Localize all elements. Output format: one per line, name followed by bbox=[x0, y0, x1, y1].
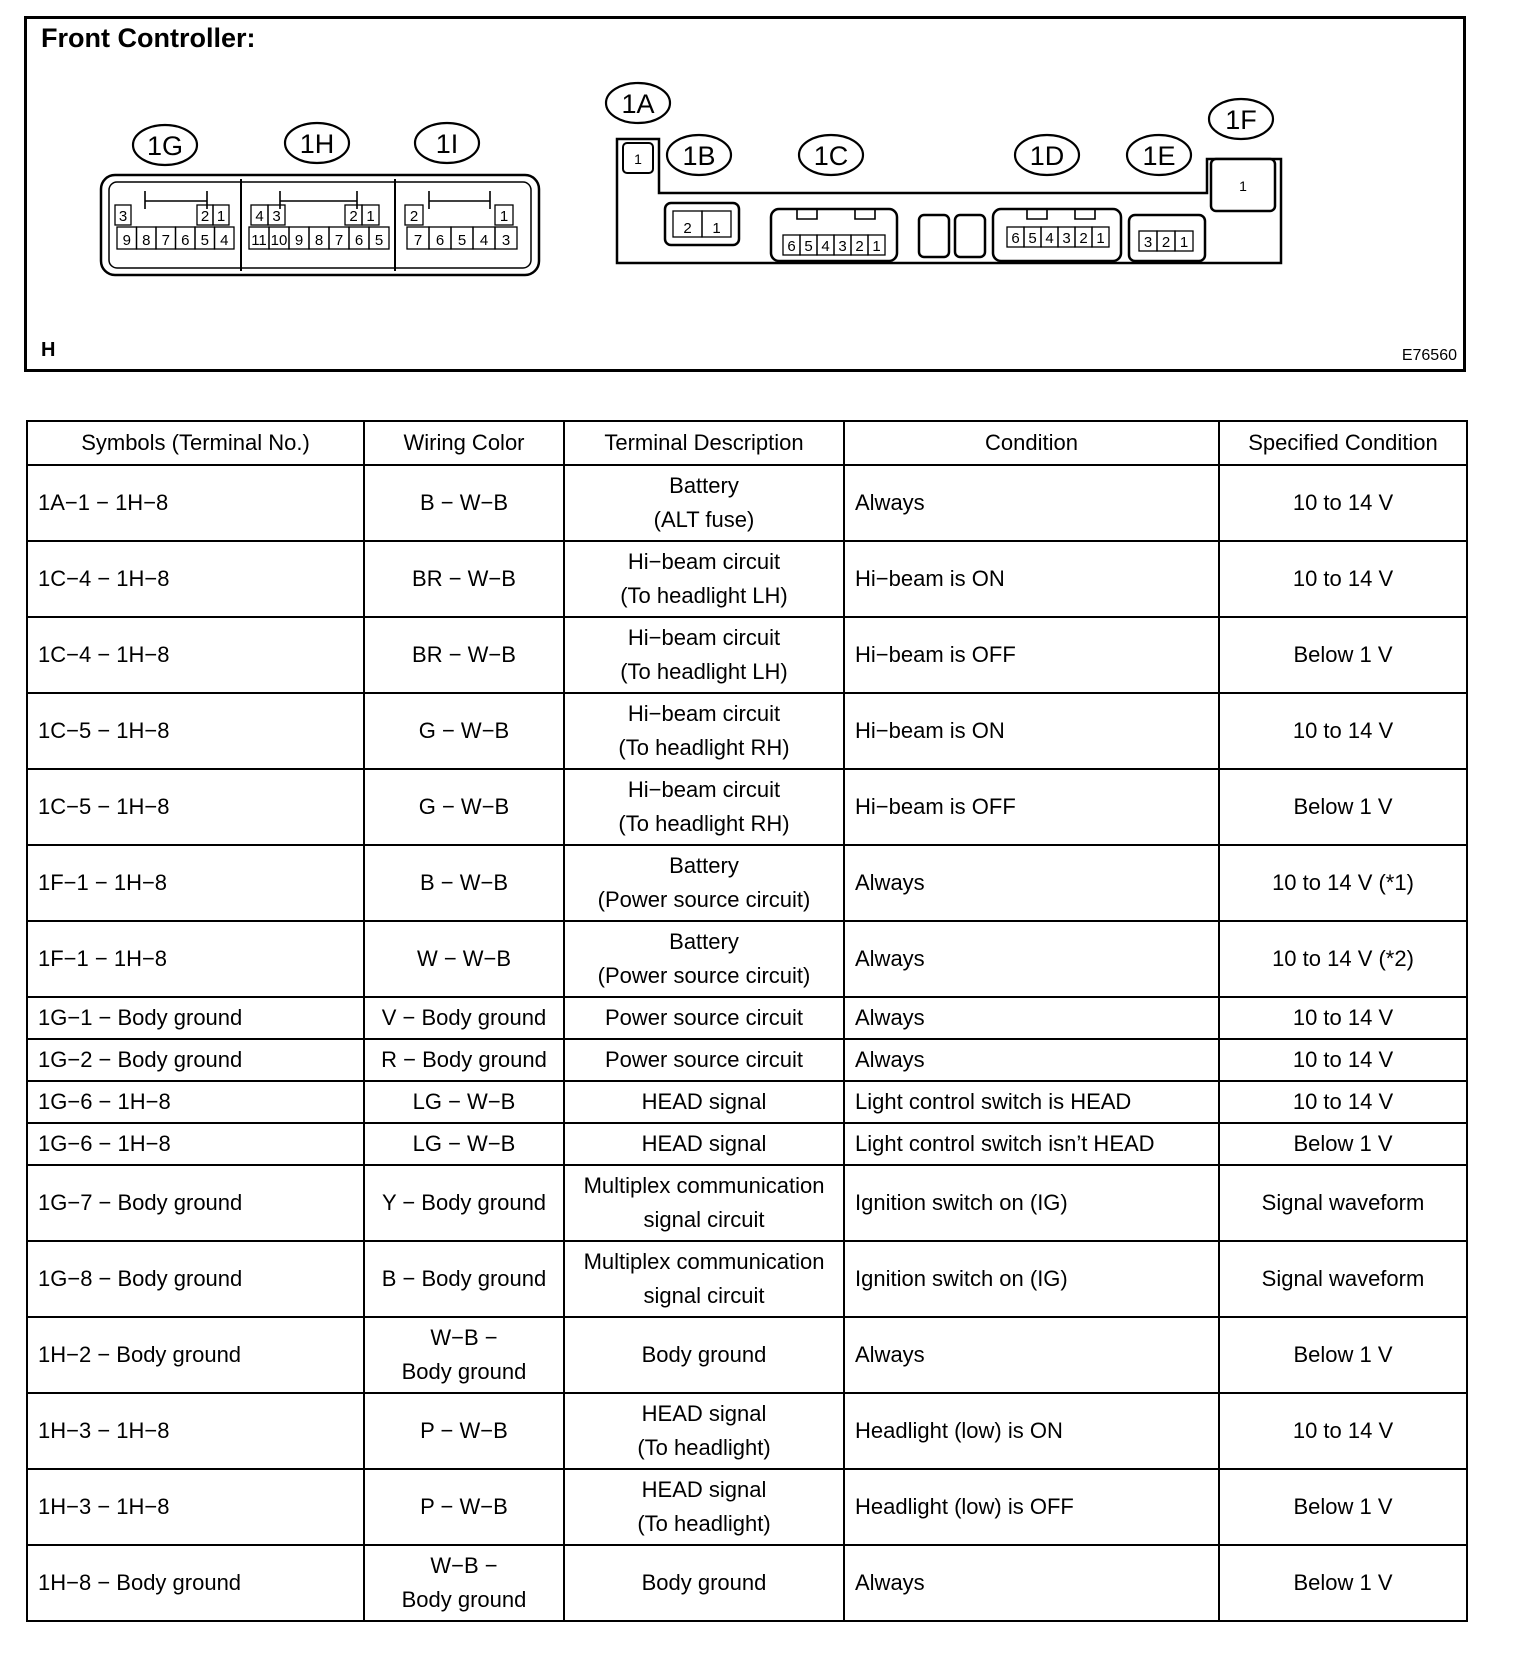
table-header-row bbox=[27, 421, 1467, 465]
pin-number: 10 bbox=[270, 232, 288, 249]
description-text: Hi−beam circuit bbox=[627, 777, 781, 802]
pin-number: 7 bbox=[334, 232, 344, 249]
description-text: (To headlight) bbox=[637, 1435, 771, 1460]
cell-condition bbox=[844, 1123, 1219, 1165]
cell-condition bbox=[844, 1241, 1219, 1317]
cell-wiring-color bbox=[364, 845, 564, 921]
description-text: (Power source circuit) bbox=[597, 963, 811, 988]
cell-symbols bbox=[27, 1165, 364, 1241]
pin-number: 3 bbox=[1143, 234, 1153, 251]
diagram-title: Front Controller: bbox=[41, 23, 256, 53]
cell-symbols bbox=[27, 921, 364, 997]
cell-specified-condition bbox=[1219, 1241, 1467, 1317]
cell-terminal-description bbox=[564, 1545, 844, 1621]
pin-number: 5 bbox=[200, 232, 209, 249]
description-text: Battery bbox=[669, 929, 739, 954]
wiring-color-text: B − W−B bbox=[419, 490, 509, 515]
cell-symbols bbox=[27, 769, 364, 845]
cell-symbols bbox=[27, 541, 364, 617]
wiring-color-text: LG − W−B bbox=[412, 1089, 516, 1114]
table-row bbox=[27, 541, 1467, 617]
terminal-spec-table bbox=[26, 420, 1468, 1622]
table-row bbox=[27, 465, 1467, 541]
symbols-text: 1C−4 − 1H−8 bbox=[38, 566, 170, 591]
symbols-text: 1H−2 − Body ground bbox=[38, 1342, 242, 1367]
table-row bbox=[27, 617, 1467, 693]
connector-label: 1A bbox=[621, 89, 655, 119]
cell-symbols bbox=[27, 465, 364, 541]
wiring-color-text: V − Body ground bbox=[381, 1005, 547, 1030]
cell-terminal-description bbox=[564, 465, 844, 541]
description-text: Multiplex communication bbox=[583, 1173, 825, 1198]
pin-number: 1 bbox=[1096, 230, 1105, 247]
connector-label: 1B bbox=[682, 141, 716, 171]
specified-condition-text: Below 1 V bbox=[1293, 642, 1393, 667]
condition-text: Ignition switch on (IG) bbox=[855, 1266, 1068, 1291]
symbols-text: 1A−1 − 1H−8 bbox=[38, 490, 169, 515]
pin-number: 9 bbox=[294, 232, 304, 249]
symbols-text: 1G−6 − 1H−8 bbox=[38, 1131, 171, 1156]
connector-label: 1D bbox=[1029, 141, 1065, 171]
cell-specified-condition bbox=[1219, 1469, 1467, 1545]
cell-wiring-color bbox=[364, 997, 564, 1039]
cell-condition bbox=[844, 1317, 1219, 1393]
specified-condition-text: Below 1 V bbox=[1293, 1494, 1393, 1519]
pin-number: 2 bbox=[683, 220, 692, 237]
pin-number: 6 bbox=[1011, 230, 1020, 247]
symbols-text: 1H−8 − Body ground bbox=[38, 1570, 242, 1595]
description-text: Battery bbox=[669, 853, 739, 878]
table-row bbox=[27, 1165, 1467, 1241]
description-text: (To headlight LH) bbox=[620, 583, 788, 608]
pin-number: 2 bbox=[1161, 234, 1171, 251]
condition-text: Hi−beam is ON bbox=[855, 566, 1005, 591]
connector-drawing bbox=[27, 19, 1463, 369]
pin-number: 8 bbox=[314, 232, 324, 249]
cell-specified-condition bbox=[1219, 997, 1467, 1039]
cell-symbols bbox=[27, 845, 364, 921]
symbols-text: 1F−1 − 1H−8 bbox=[38, 946, 168, 971]
cell-condition bbox=[844, 1545, 1219, 1621]
table-body bbox=[27, 465, 1467, 1621]
wiring-color-text: R − Body ground bbox=[381, 1047, 547, 1072]
header-wiring-color: Wiring Color bbox=[364, 421, 564, 465]
description-text: HEAD signal bbox=[641, 1089, 767, 1114]
specified-condition-text: 10 to 14 V (*1) bbox=[1272, 870, 1414, 895]
table-row bbox=[27, 845, 1467, 921]
pin-number: 11 bbox=[251, 232, 267, 249]
cell-terminal-description bbox=[564, 997, 844, 1039]
wiring-color-text: B − W−B bbox=[419, 870, 509, 895]
cell-wiring-color bbox=[364, 1317, 564, 1393]
description-text: Body ground bbox=[641, 1570, 767, 1595]
connector-latch bbox=[429, 191, 490, 209]
cell-terminal-description bbox=[564, 617, 844, 693]
table-row bbox=[27, 1081, 1467, 1123]
symbols-text: 1C−4 − 1H−8 bbox=[38, 642, 170, 667]
description-text: (Power source circuit) bbox=[597, 887, 811, 912]
pin-number: 1 bbox=[366, 208, 375, 225]
symbols-text: 1C−5 − 1H−8 bbox=[38, 794, 170, 819]
symbols-text: 1G−1 − Body ground bbox=[38, 1005, 243, 1030]
description-text: (To headlight RH) bbox=[618, 811, 790, 836]
pin-number: 3 bbox=[838, 238, 847, 255]
cell-specified-condition bbox=[1219, 1545, 1467, 1621]
cell-symbols bbox=[27, 1123, 364, 1165]
specified-condition-text: 10 to 14 V bbox=[1292, 1418, 1394, 1443]
condition-text: Always bbox=[855, 490, 925, 515]
description-text: (To headlight LH) bbox=[620, 659, 788, 684]
table-row bbox=[27, 1469, 1467, 1545]
pin-number: 9 bbox=[122, 232, 131, 249]
pin-number: 2 bbox=[409, 208, 419, 225]
condition-text: Hi−beam is OFF bbox=[855, 794, 1016, 819]
pin-number: 7 bbox=[161, 232, 170, 249]
header-specified-condition: Specified Condition bbox=[1219, 421, 1467, 465]
cell-condition bbox=[844, 997, 1219, 1039]
symbols-text: 1G−6 − 1H−8 bbox=[38, 1089, 171, 1114]
cell-wiring-color bbox=[364, 921, 564, 997]
connector-label: 1C bbox=[813, 141, 849, 171]
cell-terminal-description bbox=[564, 1165, 844, 1241]
cell-condition bbox=[844, 1081, 1219, 1123]
pin-number: 6 bbox=[181, 232, 190, 249]
specified-condition-text: 10 to 14 V bbox=[1292, 566, 1394, 591]
pin-number: 1 bbox=[499, 208, 509, 225]
symbols-text: 1H−3 − 1H−8 bbox=[38, 1418, 170, 1443]
cell-terminal-description bbox=[564, 1039, 844, 1081]
description-text: Hi−beam circuit bbox=[627, 701, 781, 726]
specified-condition-text: Below 1 V bbox=[1293, 794, 1393, 819]
cell-specified-condition bbox=[1219, 1039, 1467, 1081]
pin-number: 2 bbox=[1079, 230, 1088, 247]
cell-terminal-description bbox=[564, 1081, 844, 1123]
connector-label: 1E bbox=[1142, 141, 1176, 171]
condition-text: Always bbox=[855, 870, 925, 895]
cell-terminal-description bbox=[564, 845, 844, 921]
cell-condition bbox=[844, 617, 1219, 693]
description-text: Multiplex communication bbox=[583, 1249, 825, 1274]
cell-specified-condition bbox=[1219, 921, 1467, 997]
cell-condition bbox=[844, 1165, 1219, 1241]
cell-specified-condition bbox=[1219, 465, 1467, 541]
cell-terminal-description bbox=[564, 921, 844, 997]
description-text: (To headlight RH) bbox=[618, 735, 790, 760]
condition-text: Always bbox=[855, 1570, 925, 1595]
cell-specified-condition bbox=[1219, 1123, 1467, 1165]
wiring-color-text: G − W−B bbox=[418, 794, 510, 819]
pin-number: 4 bbox=[220, 232, 229, 249]
cell-condition bbox=[844, 1393, 1219, 1469]
wiring-color-text: W−B − bbox=[430, 1325, 498, 1350]
connector-diagram bbox=[24, 16, 1466, 372]
wiring-color-text: G − W−B bbox=[418, 718, 510, 743]
symbols-text: 1G−2 − Body ground bbox=[38, 1047, 243, 1072]
wiring-color-text: BR − W−B bbox=[412, 642, 516, 667]
wiring-color-text: W−B − bbox=[430, 1553, 498, 1578]
cell-terminal-description bbox=[564, 541, 844, 617]
cell-terminal-description bbox=[564, 1241, 844, 1317]
pin-number: 5 bbox=[374, 232, 384, 249]
description-text: Battery bbox=[669, 473, 739, 498]
wiring-color-text: W − W−B bbox=[416, 946, 512, 971]
table-row bbox=[27, 1393, 1467, 1469]
cell-terminal-description bbox=[564, 1469, 844, 1545]
condition-text: Always bbox=[855, 1047, 925, 1072]
specified-condition-text: Below 1 V bbox=[1293, 1342, 1393, 1367]
pin-number: 5 bbox=[804, 238, 813, 255]
pin-number: 1 bbox=[712, 220, 721, 237]
diagram-code-left: H bbox=[41, 339, 56, 361]
pin-number: 4 bbox=[821, 238, 830, 255]
cell-wiring-color bbox=[364, 1241, 564, 1317]
specified-condition-text: 10 to 14 V bbox=[1292, 718, 1394, 743]
cell-symbols bbox=[27, 1241, 364, 1317]
cell-condition bbox=[844, 693, 1219, 769]
description-text: HEAD signal bbox=[641, 1401, 767, 1426]
connector-label: 1G bbox=[146, 131, 184, 161]
pin-number: 2 bbox=[349, 208, 358, 225]
cell-wiring-color bbox=[364, 1081, 564, 1123]
cell-wiring-color bbox=[364, 465, 564, 541]
header-condition: Condition bbox=[844, 421, 1219, 465]
table-row bbox=[27, 1123, 1467, 1165]
specified-condition-text: Below 1 V bbox=[1293, 1570, 1393, 1595]
pin-number: 4 bbox=[1045, 230, 1054, 247]
pin-number: 6 bbox=[354, 232, 364, 249]
cell-symbols bbox=[27, 693, 364, 769]
cell-specified-condition bbox=[1219, 845, 1467, 921]
specified-condition-text: 10 to 14 V bbox=[1292, 1047, 1394, 1072]
cell-condition bbox=[844, 1039, 1219, 1081]
connector-label: 1H bbox=[299, 129, 335, 159]
cell-wiring-color bbox=[364, 1165, 564, 1241]
connector-blank bbox=[955, 215, 985, 257]
cell-specified-condition bbox=[1219, 1393, 1467, 1469]
table-row bbox=[27, 1545, 1467, 1621]
pin-number: 2 bbox=[855, 238, 864, 255]
cell-condition bbox=[844, 769, 1219, 845]
condition-text: Always bbox=[855, 946, 925, 971]
cell-symbols bbox=[27, 617, 364, 693]
connector-label: 1I bbox=[435, 129, 459, 159]
description-text: (ALT fuse) bbox=[653, 507, 755, 532]
cell-symbols bbox=[27, 1317, 364, 1393]
cell-wiring-color bbox=[364, 1545, 564, 1621]
cell-symbols bbox=[27, 1081, 364, 1123]
cell-condition bbox=[844, 921, 1219, 997]
specified-condition-text: 10 to 14 V bbox=[1292, 1005, 1394, 1030]
table-row bbox=[27, 769, 1467, 845]
cell-terminal-description bbox=[564, 1317, 844, 1393]
pin-number: 1 bbox=[872, 238, 881, 255]
pin-number: 3 bbox=[272, 208, 281, 225]
pin-number: 1 bbox=[216, 208, 226, 225]
cell-condition bbox=[844, 541, 1219, 617]
description-text: signal circuit bbox=[643, 1207, 765, 1232]
pin-number: 3 bbox=[118, 208, 128, 225]
condition-text: Headlight (low) is OFF bbox=[855, 1494, 1074, 1519]
condition-text: Hi−beam is ON bbox=[855, 718, 1005, 743]
cell-wiring-color bbox=[364, 541, 564, 617]
specified-condition-text: 10 to 14 V bbox=[1292, 1089, 1394, 1114]
cell-specified-condition bbox=[1219, 1081, 1467, 1123]
wiring-color-text: Body ground bbox=[401, 1359, 527, 1384]
cell-symbols bbox=[27, 1469, 364, 1545]
pin-number: 1 bbox=[634, 151, 642, 167]
cell-symbols bbox=[27, 1393, 364, 1469]
description-text: Body ground bbox=[641, 1342, 767, 1367]
description-text: Power source circuit bbox=[604, 1005, 804, 1030]
description-text: HEAD signal bbox=[641, 1477, 767, 1502]
condition-text: Hi−beam is OFF bbox=[855, 642, 1016, 667]
wiring-color-text: B − Body ground bbox=[381, 1266, 547, 1291]
table-row bbox=[27, 693, 1467, 769]
symbols-text: 1C−5 − 1H−8 bbox=[38, 718, 170, 743]
symbols-text: 1G−7 − Body ground bbox=[38, 1190, 243, 1215]
cell-wiring-color bbox=[364, 1469, 564, 1545]
cell-specified-condition bbox=[1219, 1165, 1467, 1241]
wiring-color-text: Y − Body ground bbox=[381, 1190, 547, 1215]
cell-condition bbox=[844, 1469, 1219, 1545]
pin-number: 4 bbox=[479, 232, 489, 249]
cell-specified-condition bbox=[1219, 617, 1467, 693]
connector-housing-left-inner bbox=[109, 182, 531, 268]
pin-number: 1 bbox=[1179, 234, 1189, 251]
cell-terminal-description bbox=[564, 769, 844, 845]
cell-wiring-color bbox=[364, 1393, 564, 1469]
cell-wiring-color bbox=[364, 769, 564, 845]
table-row bbox=[27, 1039, 1467, 1081]
pin-number: 6 bbox=[435, 232, 445, 249]
pin-number: 6 bbox=[787, 238, 796, 255]
connector-housing-left bbox=[101, 175, 539, 275]
connector-blank bbox=[919, 215, 949, 257]
specified-condition-text: Signal waveform bbox=[1261, 1266, 1425, 1291]
cell-wiring-color bbox=[364, 1123, 564, 1165]
pin-number: 5 bbox=[1028, 230, 1037, 247]
condition-text: Light control switch isn’t HEAD bbox=[855, 1131, 1155, 1156]
cell-specified-condition bbox=[1219, 1317, 1467, 1393]
pin-number: 5 bbox=[457, 232, 467, 249]
pin-number: 8 bbox=[142, 232, 151, 249]
pin-number: 3 bbox=[1062, 230, 1071, 247]
table-row bbox=[27, 997, 1467, 1039]
symbols-text: 1H−3 − 1H−8 bbox=[38, 1494, 170, 1519]
condition-text: Always bbox=[855, 1005, 925, 1030]
symbols-text: 1F−1 − 1H−8 bbox=[38, 870, 168, 895]
description-text: Power source circuit bbox=[604, 1047, 804, 1072]
description-text: (To headlight) bbox=[637, 1511, 771, 1536]
cell-wiring-color bbox=[364, 617, 564, 693]
connector-latch bbox=[797, 209, 875, 219]
cell-specified-condition bbox=[1219, 693, 1467, 769]
table-row bbox=[27, 1241, 1467, 1317]
table-row bbox=[27, 1317, 1467, 1393]
table-row bbox=[27, 921, 1467, 997]
cell-specified-condition bbox=[1219, 541, 1467, 617]
cell-wiring-color bbox=[364, 1039, 564, 1081]
cell-wiring-color bbox=[364, 693, 564, 769]
connector-latch bbox=[145, 191, 207, 209]
diagram-code-right: E76560 bbox=[1401, 347, 1457, 364]
cell-symbols bbox=[27, 1039, 364, 1081]
connector-latch bbox=[1027, 209, 1095, 219]
wiring-color-text: P − W−B bbox=[420, 1494, 508, 1519]
description-text: signal circuit bbox=[643, 1283, 765, 1308]
description-text: Hi−beam circuit bbox=[627, 549, 781, 574]
pin-number: 7 bbox=[413, 232, 423, 249]
cell-symbols bbox=[27, 997, 364, 1039]
wiring-color-text: BR − W−B bbox=[412, 566, 516, 591]
specified-condition-text: Below 1 V bbox=[1293, 1131, 1393, 1156]
cell-terminal-description bbox=[564, 1123, 844, 1165]
header-symbols: Symbols (Terminal No.) bbox=[27, 421, 364, 465]
condition-text: Always bbox=[855, 1342, 925, 1367]
condition-text: Ignition switch on (IG) bbox=[855, 1190, 1068, 1215]
header-terminal-description: Terminal Description bbox=[564, 421, 844, 465]
pin-number: 1 bbox=[1239, 178, 1247, 194]
wiring-color-text: P − W−B bbox=[420, 1418, 508, 1443]
cell-terminal-description bbox=[564, 1393, 844, 1469]
specified-condition-text: Signal waveform bbox=[1261, 1190, 1425, 1215]
pin-number: 3 bbox=[501, 232, 511, 249]
wiring-color-text: Body ground bbox=[401, 1587, 527, 1612]
condition-text: Headlight (low) is ON bbox=[855, 1418, 1063, 1443]
cell-condition bbox=[844, 465, 1219, 541]
cell-terminal-description bbox=[564, 693, 844, 769]
connector-label: 1F bbox=[1225, 105, 1257, 135]
description-text: HEAD signal bbox=[641, 1131, 767, 1156]
specified-condition-text: 10 to 14 V (*2) bbox=[1272, 946, 1414, 971]
cell-symbols bbox=[27, 1545, 364, 1621]
condition-text: Light control switch is HEAD bbox=[855, 1089, 1132, 1114]
specified-condition-text: 10 to 14 V bbox=[1292, 490, 1394, 515]
description-text: Hi−beam circuit bbox=[627, 625, 781, 650]
symbols-text: 1G−8 − Body ground bbox=[38, 1266, 243, 1291]
pin-number: 4 bbox=[255, 208, 264, 225]
cell-condition bbox=[844, 845, 1219, 921]
pin-number: 2 bbox=[200, 208, 210, 225]
wiring-color-text: LG − W−B bbox=[412, 1131, 516, 1156]
cell-specified-condition bbox=[1219, 769, 1467, 845]
